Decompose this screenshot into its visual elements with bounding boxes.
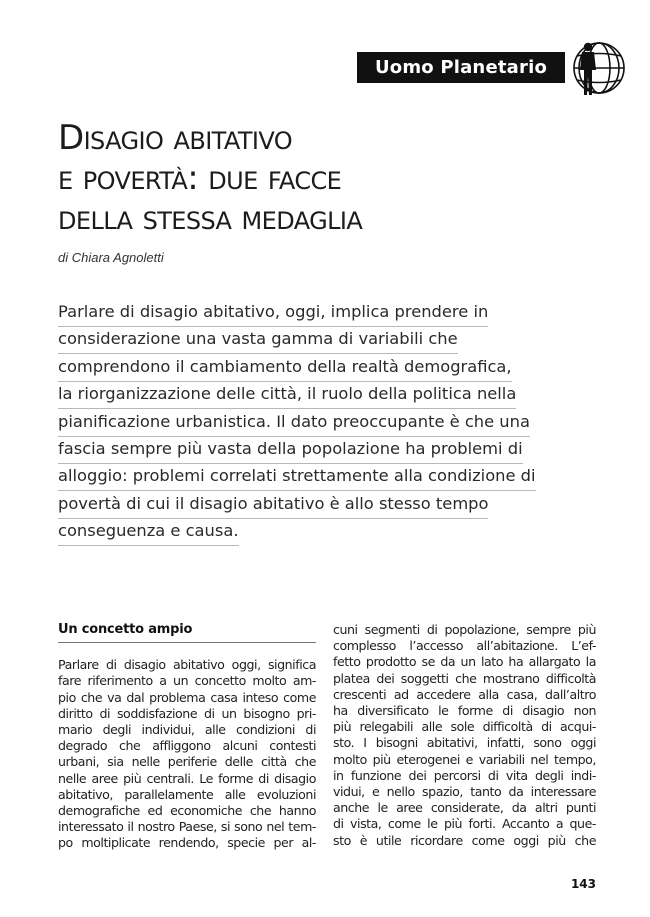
section-badge	[357, 52, 565, 83]
body-line: fetto prodotto se da un lato ha allargato la	[333, 654, 596, 670]
article-title	[58, 118, 618, 238]
body-column-left	[58, 622, 316, 852]
body-line: interessato il nostro Paese, si sono nel tem-	[58, 819, 316, 835]
body-column-right	[333, 622, 596, 849]
body-line: po moltiplicate rendendo, specie per al-	[58, 835, 316, 851]
body-line: sto è utile ricordare come oggi più che	[333, 832, 596, 848]
body-line: sto. I bisogni abitativi, infatti, sono oggi	[333, 735, 596, 751]
page-number: 143	[570, 877, 596, 891]
body-line: anche le aree considerate, da altri punti	[333, 800, 596, 816]
body-line: platea dei soggetti che mostrano difficoltà	[333, 670, 596, 686]
section-subheading: Un concetto ampio	[58, 622, 316, 643]
body-line: nelle aree più centrali. Le forme di disagio	[58, 770, 316, 786]
abstract-line: pianificazione urbanistica. Il dato preoccupante è che una	[58, 413, 530, 437]
title-line: e povertà: due facce	[58, 158, 342, 198]
title-line: Disagio abitativo	[58, 118, 293, 158]
body-line: molto più eterogenei e variabili nel tempo,	[333, 751, 596, 767]
abstract-line: conseguenza e causa.	[58, 522, 239, 546]
body-line: crescenti ad accedere alla casa, dall’altro	[333, 686, 596, 702]
abstract-line: fascia sempre più vasta della popolazione ha problemi di	[58, 440, 523, 464]
body-line: vidui, e nello spazio, tanto da interessare	[333, 784, 596, 800]
byline: di Chiara Agnoletti	[58, 250, 164, 265]
abstract-line: considerazione una vasta gamma di variabili che	[58, 330, 458, 354]
body-line: Parlare di disagio abitativo oggi, significa	[58, 657, 316, 673]
body-line: di vista, come le più forti. Accanto a que-	[333, 816, 596, 832]
abstract-line: povertà di cui il disagio abitativo è allo stesso tempo	[58, 495, 488, 519]
body-line: degrado che affliggono alcuni contesti	[58, 738, 316, 754]
body-line: mario degli individui, alle condizioni di	[58, 722, 316, 738]
body-line: abitativo, parallelamente alle evoluzioni	[58, 786, 316, 802]
body-line: complesso l’accesso all’abitazione. L’ef-	[333, 638, 596, 654]
abstract-line: la riorganizzazione delle città, il ruolo della politica nella	[58, 385, 516, 409]
planetary-man-globe-icon	[566, 37, 628, 99]
abstract	[58, 303, 548, 550]
abstract-line: comprendono il cambiamento della realtà demografica,	[58, 358, 512, 382]
body-line: fare riferimento a un concetto molto am-	[58, 673, 316, 689]
section-title: Uomo Planetario	[374, 57, 548, 78]
body-line: demografiche ed economiche che hanno	[58, 803, 316, 819]
abstract-line: alloggio: problemi correlati strettamente alla condizione di	[58, 467, 536, 491]
body-line: cuni segmenti di popolazione, sempre più	[333, 622, 596, 637]
abstract-line: Parlare di disagio abitativo, oggi, implica prendere in	[58, 303, 488, 327]
body-line: diritto di soddisfazione di un bisogno pri-	[58, 705, 316, 721]
body-line: pio che va dal problema casa inteso come	[58, 689, 316, 705]
body-line: più relegabili alle sole difficoltà di acqui-	[333, 719, 596, 735]
body-line: ha diversificato le forme di disagio non	[333, 703, 596, 719]
title-line: della stessa medaglia	[58, 198, 363, 238]
body-line: in funzione dei percorsi di vita degli indi-	[333, 767, 596, 783]
body-line: urbani, sia nelle periferie delle città che	[58, 754, 316, 770]
